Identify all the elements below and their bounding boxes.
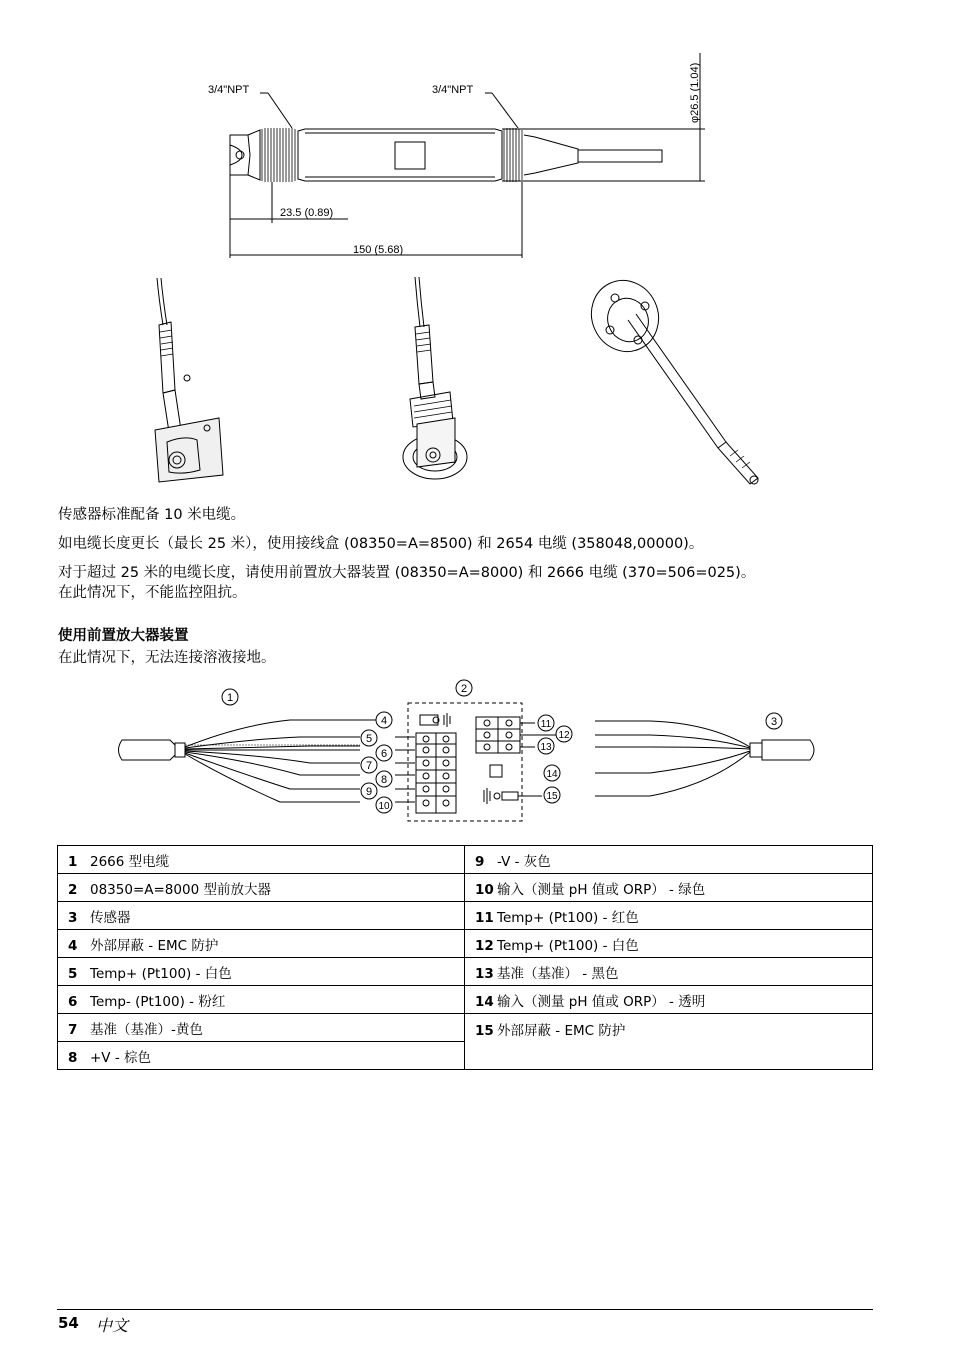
table-row [58,958,873,986]
section-heading: 使用前置放大器装置 [58,628,189,644]
legend-cell: 6 Temp- (Pt100) - 粉红 [58,986,465,1014]
callout-4: 4 [380,715,388,727]
paragraph-no-impedance: 在此情况下，不能监控阻抗。 [58,585,247,601]
callout-7: 7 [365,760,373,772]
paragraph-no-solution-ground: 在此情况下，无法连接溶液接地。 [58,650,276,666]
diameter-label: φ26.5 (1.04) [689,62,701,123]
callout-10: 10 [378,801,390,812]
legend-cell: 8 +V - 棕色 [58,1042,465,1070]
paragraph-standard-cable: 传感器标准配备 10 米电缆。 [58,507,246,523]
paragraph-over-25m: 对于超过 25 米的电缆长度，请使用前置放大器装置 (08350=A=8000) 和 2666 电缆 (370=506=025)。 [58,565,756,581]
thread-right-label: 3/4"NPT [432,84,474,96]
legend-cell: 10 输入（测量 pH 值或 ORP） - 绿色 [465,874,873,902]
callout-11: 11 [540,719,552,730]
table-row [58,1014,873,1042]
sensor-illustration-right [590,268,770,488]
sensor-dimension-drawing [200,45,720,270]
table-row [58,902,873,930]
legend-cell: 13 基准（基准） - 黑色 [465,958,873,986]
callout-2: 2 [460,683,468,695]
thread-left-label: 3/4"NPT [208,84,250,96]
sensor-illustration-left [145,270,235,490]
legend-cell: 11 Temp+ (Pt100) - 红色 [465,902,873,930]
callout-14: 14 [546,769,558,780]
legend-cell: 7 基准（基准）-黄色 [58,1014,465,1042]
page-number: 54 [58,1314,79,1332]
callout-12: 12 [558,730,570,741]
wiring-diagram [110,675,825,825]
table-row [58,874,873,902]
legend-cell: 12 Temp+ (Pt100) - 白色 [465,930,873,958]
sensor-illustration-middle [395,272,505,492]
callout-9: 9 [365,786,373,798]
legend-cell: 14 输入（测量 pH 值或 ORP） - 透明 [465,986,873,1014]
legend-cell: 2 08350=A=8000 型前放大器 [58,874,465,902]
table-row [58,930,873,958]
callout-8: 8 [380,774,388,786]
legend-cell: 3 传感器 [58,902,465,930]
legend-table [57,845,873,1070]
legend-cell: 9 -V - 灰色 [465,846,873,874]
legend-cell: 4 外部屏蔽 - EMC 防护 [58,930,465,958]
callout-3: 3 [770,716,778,728]
table-row [58,846,873,874]
table-row [58,986,873,1014]
paragraph-longer-cable: 如电缆长度更长（最长 25 米），使用接线盒 (08350=A=8500) 和 2654 电缆 (358048,00000)。 [58,536,704,552]
callout-15: 15 [546,791,558,802]
legend-cell: 1 2666 型电缆 [58,846,465,874]
short-dim-label: 23.5 (0.89) [280,207,334,219]
footer-language: 中文 [96,1316,129,1335]
footer-divider [57,1309,873,1310]
legend-cell: 5 Temp+ (Pt100) - 白色 [58,958,465,986]
callout-13: 13 [540,742,552,753]
callout-1: 1 [226,692,234,704]
callout-5: 5 [365,733,373,745]
legend-cell: 15 外部屏蔽 - EMC 防护 [465,1014,873,1070]
callout-6: 6 [380,748,388,760]
length-dim-label: 150 (5.68) [353,244,404,256]
